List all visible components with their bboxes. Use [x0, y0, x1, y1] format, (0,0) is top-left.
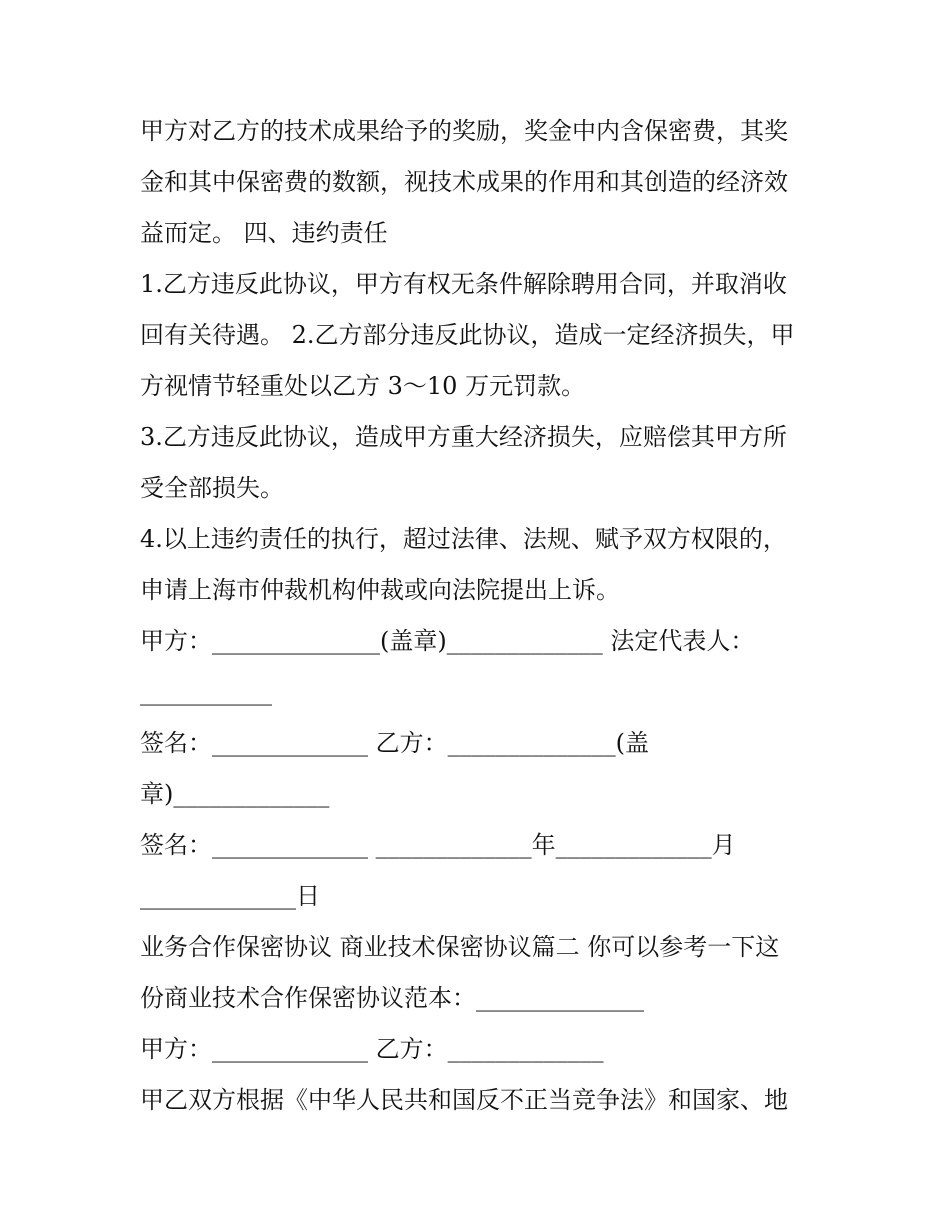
signature-line-date: 签名：_____________ _____________年_____________月	[140, 831, 736, 859]
text-line: 份商业技术合作保密协议范本：______________	[140, 984, 644, 1012]
signature-line-seal: 章)_____________	[140, 780, 330, 808]
text-line: 4.以上违约责任的执行，超过法律、法规、赋予双方权限的，	[140, 525, 787, 553]
text-line: 3.乙方违反此协议，造成甲方重大经济损失，应赔偿其甲方所	[140, 423, 787, 451]
text-line: 甲方对乙方的技术成果给予的奖励，奖金中内含保密费，其奖	[140, 117, 788, 145]
text-line: 受全部损失。	[140, 474, 284, 502]
signature-line-blank: ___________	[140, 678, 272, 706]
signature-line-party-b: 签名：_____________ 乙方：______________(盖	[140, 729, 649, 757]
text-line: 申请上海市仲裁机构仲裁或向法院提出上诉。	[140, 576, 620, 604]
signature-line-day: _____________日	[140, 882, 320, 910]
text-line: 甲乙双方根据《中华人民共和国反不正当竞争法》和国家、地	[140, 1086, 788, 1114]
parties-line: 甲方：_____________ 乙方：_____________	[140, 1035, 604, 1063]
text-line: 方视情节轻重处以乙方 3～10 万元罚款。	[140, 372, 586, 400]
text-line: 益而定。 四、违约责任	[140, 219, 388, 247]
text-line: 业务合作保密协议 商业技术保密协议篇二 你可以参考一下这	[140, 933, 780, 961]
text-line: 回有关待遇。 2.乙方部分违反此协议，造成一定经济损失，甲	[140, 321, 795, 349]
text-line: 金和其中保密费的数额，视技术成果的作用和其创造的经济效	[140, 168, 788, 196]
text-line: 1.乙方违反此协议，甲方有权无条件解除聘用合同，并取消收	[140, 270, 787, 298]
document-body	[140, 106, 820, 1126]
signature-line-party-a: 甲方：______________(盖章)_____________ 法定代表人：	[140, 627, 755, 655]
